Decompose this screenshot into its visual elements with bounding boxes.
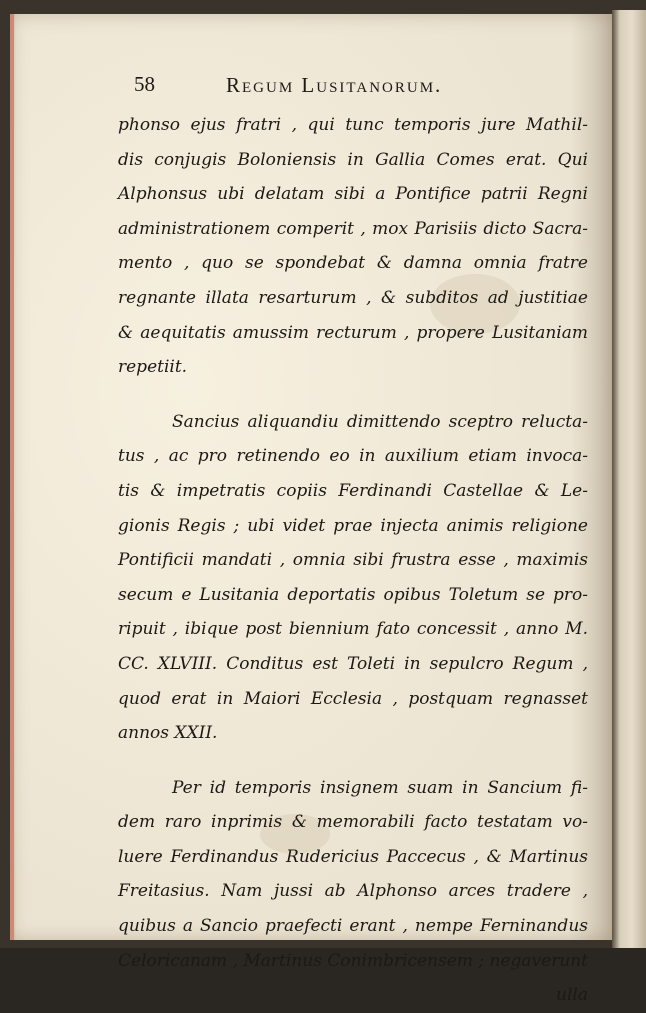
facing-page-edge: [612, 10, 646, 948]
text-line: Freitasius. Nam jussi ab Alphonso arces tradere ,: [118, 881, 588, 902]
text-line: repetiit.: [118, 357, 188, 378]
text-line: dem raro inprimis & memorabili facto testatam vo-: [118, 812, 588, 833]
paragraph-3: [118, 771, 588, 979]
text-line: Celoricanam , Martinus Conimbricensem ; negaverunt: [118, 950, 589, 971]
text-line: annos XXII.: [118, 723, 218, 744]
text-line: regnante illata resarturum , & subditos ad justitiae: [118, 287, 588, 308]
text-line: administrationem comperit , mox Parisiis dicto Sacra-: [118, 218, 588, 239]
text-line: Pontificii mandati , omnia sibi frustra esse , maximis: [118, 550, 588, 571]
text-line: tis & impetratis copiis Ferdinandi Castellae & Le-: [118, 480, 588, 501]
body-text: [118, 108, 588, 1013]
text-line: dis conjugis Boloniensis in Gallia Comes erat. Qui: [118, 149, 588, 170]
text-line: ripuit , ibique post biennium fato concessit , anno M.: [118, 619, 588, 640]
page-edge: [10, 14, 14, 940]
page-number: 58: [134, 72, 155, 96]
text-line: luere Ferdinandus Rudericius Paccecus , & Martinus: [118, 846, 588, 867]
text-line: tus , ac pro retinendo eo in auxilium etiam invoca-: [118, 446, 588, 467]
text-line: mento , quo se spondebat & damna omnia fratre: [118, 253, 588, 274]
text-line: gionis Regis ; ubi videt prae injecta animis religione: [118, 515, 588, 536]
text-line: CC. XLVIII. Conditus est Toleti in sepulcro Regum ,: [118, 653, 588, 674]
paragraph-1: [118, 108, 588, 385]
catchword: ulla: [556, 985, 588, 1006]
running-title: Regum Lusitanorum.: [226, 73, 443, 97]
text-line: Per id temporis insignem suam in Sancium fi-: [172, 777, 588, 798]
page-header: [134, 72, 554, 100]
text-line: secum e Lusitania deportatis opibus Toletum se pro-: [118, 584, 588, 605]
text-line: quibus a Sancio praefecti erant , nempe Ferninandus: [118, 916, 588, 937]
text-line: Alphonsus ubi delatam sibi a Pontifice patrii Regni: [118, 184, 588, 205]
text-line: phonso ejus fratri , qui tunc temporis jure Mathil-: [118, 115, 588, 135]
text-line: Sancius aliquandiu dimittendo sceptro relucta-: [172, 411, 588, 432]
paragraph-2: [118, 405, 588, 751]
text-line: & aequitatis amussim recturum , propere Lusitaniam: [118, 322, 588, 343]
text-line: quod erat in Maiori Ecclesia , postquam regnasset: [118, 688, 588, 709]
